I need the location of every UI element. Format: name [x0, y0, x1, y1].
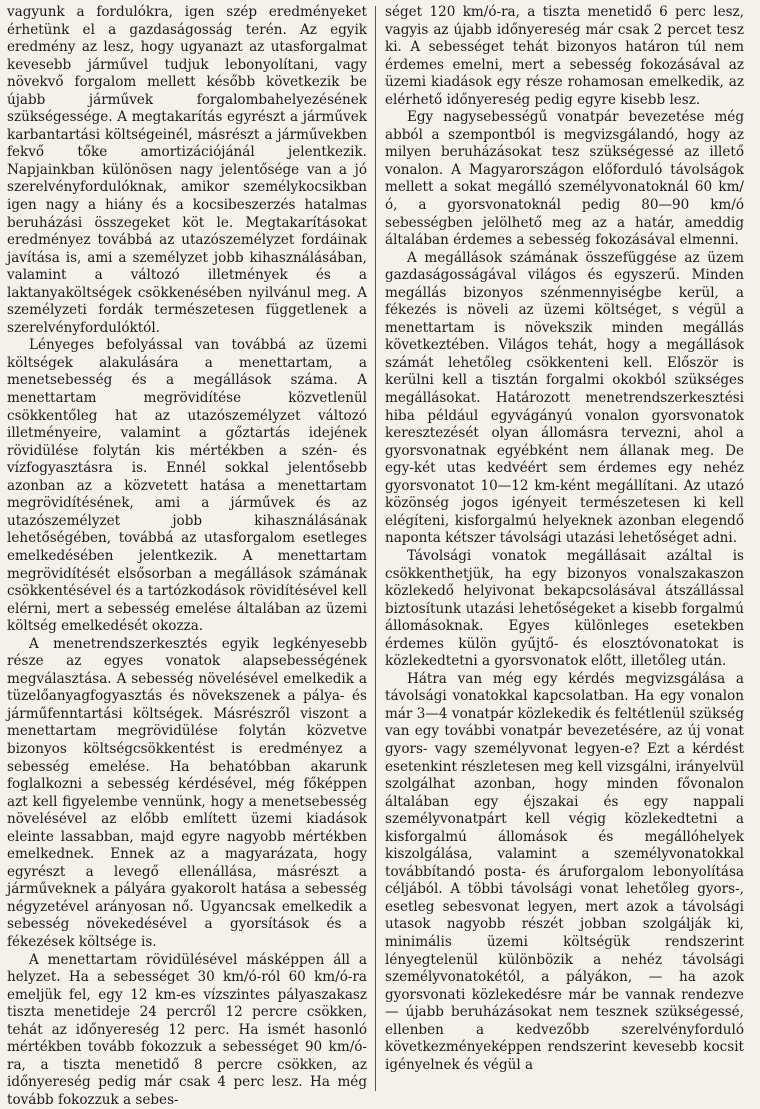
left-column: [7, 4, 375, 1108]
right-paragraph-2: Egy nagysebességű vonatpár bevezetése még abból a szempontból is megvizsgálandó, hogy az milyen beruházásokat tesz szükségessé az illető vonalon. A Magyarországon előforduló távolságok mellett a sokat megálló személyvonatoknál 60 km/ó, a gyorsvonatoknál pedig 80—90 km/ó sebességben jelölhető meg az a határ, ameddig általában érdemes a sebesség fokozásával elmenni.: [385, 109, 744, 249]
right-column: [376, 4, 744, 1091]
left-paragraph-2: Lényeges befolyással van továbbá az üzemi költségek alakulására a menettartam, a menetsebesség és a megállások száma. A menettartam megrövidítése közvetlenül csökkentőleg hat az utazószemélyzet változó illetményeire, valamint a gőztartás idejének rövidülése folytán kis mértékben a szén- és vízfogyasztásra is. Ennél sokkal jelentősebb azonban az a közvetett hatása a menettartam megrövidítésének, ami a járművek és az utazószemélyzet jobb kihasználásának lehetőségében, továbbá az utasforgalom esetleges emelkedésében jelentkezik. A menettartam megrövidítését elsősorban a megállások számának csökkentésével és a tartózkodások rövidítésével kell elérni, mert a sebesség emelése általában az üzemi költség emelkedését okozza.: [7, 337, 367, 635]
right-paragraph-3: A megállások számának összefüggése az üzem gazdaságosságával világos és egyszerű. Minden megállás bizonyos szénmennyiségbe kerül, a fékezés is növeli az üzemi költséget, s végül a menettartam is növekszik minden megállás következtében. Világos tehát, hogy a megállások számát lehetőleg csökkenteni kell. Először is kerülni kell a tisztán forgalmi okokból szükséges megállásokat. Határozott menetrendszerkesztési hiba például egyvágányú vonalon gyorsvonatok keresztezését olyan állomásra tervezni, ahol a gyorsvonatnak egyébként nem állanak meg. De egy-két utas kedvéért sem érdemes egy nehéz gyorsvonatot 10—12 km-ként megállítani. Az utazó közönség jogos igényeit természetesen ki kell elégíteni, kisforgalmú helyeknek azonban elegendő naponta kétszer távolsági utazási lehetőséget adni.: [385, 249, 744, 547]
right-paragraph-1: séget 120 km/ó-ra, a tiszta menetidő 6 perc lesz, vagyis az újabb időnyereség már csak 2 percet tesz ki. A sebességet tehát bizonyos határon túl nem érdemes emelni, mert a sebesség fokozásával az üzemi kiadások egy része rohamosan emelkedik, az elérhető időnyereség pedig egyre kisebb lesz.: [385, 4, 744, 108]
left-paragraph-1: vagyunk a fordulókra, igen szép eredményeket érhetünk el a gazdaságosság terén. Az egyik eredmény az lesz, hogy ugyanazt az utasforgalmat kevesebb járművel tudjuk lebonyolítani, vagy növekvő forgalom mellett később következik be újabb járművek forgalombahelyezésének szükségessége. A megtakarítás egyrészt a járművek karbantartási költségeinél, másrészt a járművekben fekvő tőke amortizációjánál jelentkezik. Napjainkban különösen nagy jelentősége van a jó szerelvényfordulóknak, amikor személykocsikban igen nagy a hiány és a kocsibeszerzés hatalmas beruházási összegeket köt le. Megtakarításokat eredményez továbbá az utazószemélyzet fordáinak javítása is, ami a személyzet jobb kihasználásában, valamint a változó illetmények és a laktanyaköltségek csökkenésében nyilvánul meg. A személyzeti fordák természetesen függetlenek a szerelvényfordulóktól.: [7, 4, 367, 336]
right-paragraph-5: Hátra van még egy kérdés megvizsgálása a távolsági vonatokkal kapcsolatban. Ha egy vonalon már 3—4 vonatpár közlekedik és feltétlenül szükség van egy további vonatpár bevezetésére, az új vonat gyors- vagy személyvonat legyen-e? Ezt a kérdést esetenkint részletesen meg kell vizsgálni, irányelvül szolgálhat azonban, hogy minden fővonalon általában egy éjszakai és egy nappali személyvonatpárt kell végig közlekedtetni a kisforgalmú állomások és megállóhelyek kiszolgálása, valamint a személyvonatokkal továbbítandó posta- és áruforgalom lebonyolítása céljából. A többi távolsági vonat lehetőleg gyors-, esetleg sebesvonat legyen, mert azok a távolsági utasok nagyobb részét jobban szolgálják ki, minimális üzemi költségük rendszerint lényegtelenül különbözik a nehéz távolsági személyvonatokétól, a pályákon, — ha azok gyorsvonati közlekedésre már be vannak rendezve — újabb beruházásokat nem tesznek szükségessé, ellenben a kedvezőbb szerelvényforduló következményeképpen rendszerint kevesebb kocsit igényelnek és végül a: [385, 670, 744, 1073]
left-paragraph-4: A menettartam rövidülésével másképpen áll a helyzet. Ha a sebességet 30 km/ó-ról 60 km/ó-ra emeljük fel, egy 12 km-es vízszintes pályaszakasz tiszta menetideje 24 percről 12 percre csökken, tehát az időnyereség 12 perc. Ha ismét hasonló mértékben tovább fokozzuk a sebességet 90 km/ó-ra, a tiszta menetidő 8 percre csökken, az időnyereség pedig már csak 4 perc lesz. Ha még tovább fokozzuk a sebes-: [7, 951, 367, 1108]
left-paragraph-3: A menetrendszerkesztés egyik legkényesebb része az egyes vonatok alapsebességének megválasztása. A sebesség növelésével emelkedik a tüzelőanyagfogyasztás és növekszenek a pálya- és járműfenntartási költségek. Másrészről viszont a menettartam megrövidülése folytán közvetve bizonyos költségcsökkentést is eredményez a sebesség emelése. Ha behatóbban akarunk foglalkozni a sebesség kérdésével, még főképpen azt kell figyelembe vennünk, hogy a menetsebesség növelésével az előbb említett üzemi kiadások eleinte lassabban, majd egyre nagyobb mértékben emelkednek. Ennek az a magyarázata, hogy egyrészt a levegő ellenállása, másrészt a járműveknek a pályára gyakorolt hatása a sebesség négyzetével arányosan nő. Ugyancsak emelkedik a sebesség növekedésével a gyorsítások és a fékezések költsége is.: [7, 635, 367, 950]
right-paragraph-4: Távolsági vonatok megállásait azáltal is csökkenthetjük, ha egy bizonyos vonalszakaszon közlekedő helyivonat bekapcsolásával átszállással biztosítunk utazási lehetőségeket a kisebb forgalmú állomásoknak. Egyes különleges esetekben érdemes külön gyűjtő- és elosztóvonatokat is közlekedtetni a gyorsvonatok előtt, illetőleg után.: [385, 547, 744, 670]
